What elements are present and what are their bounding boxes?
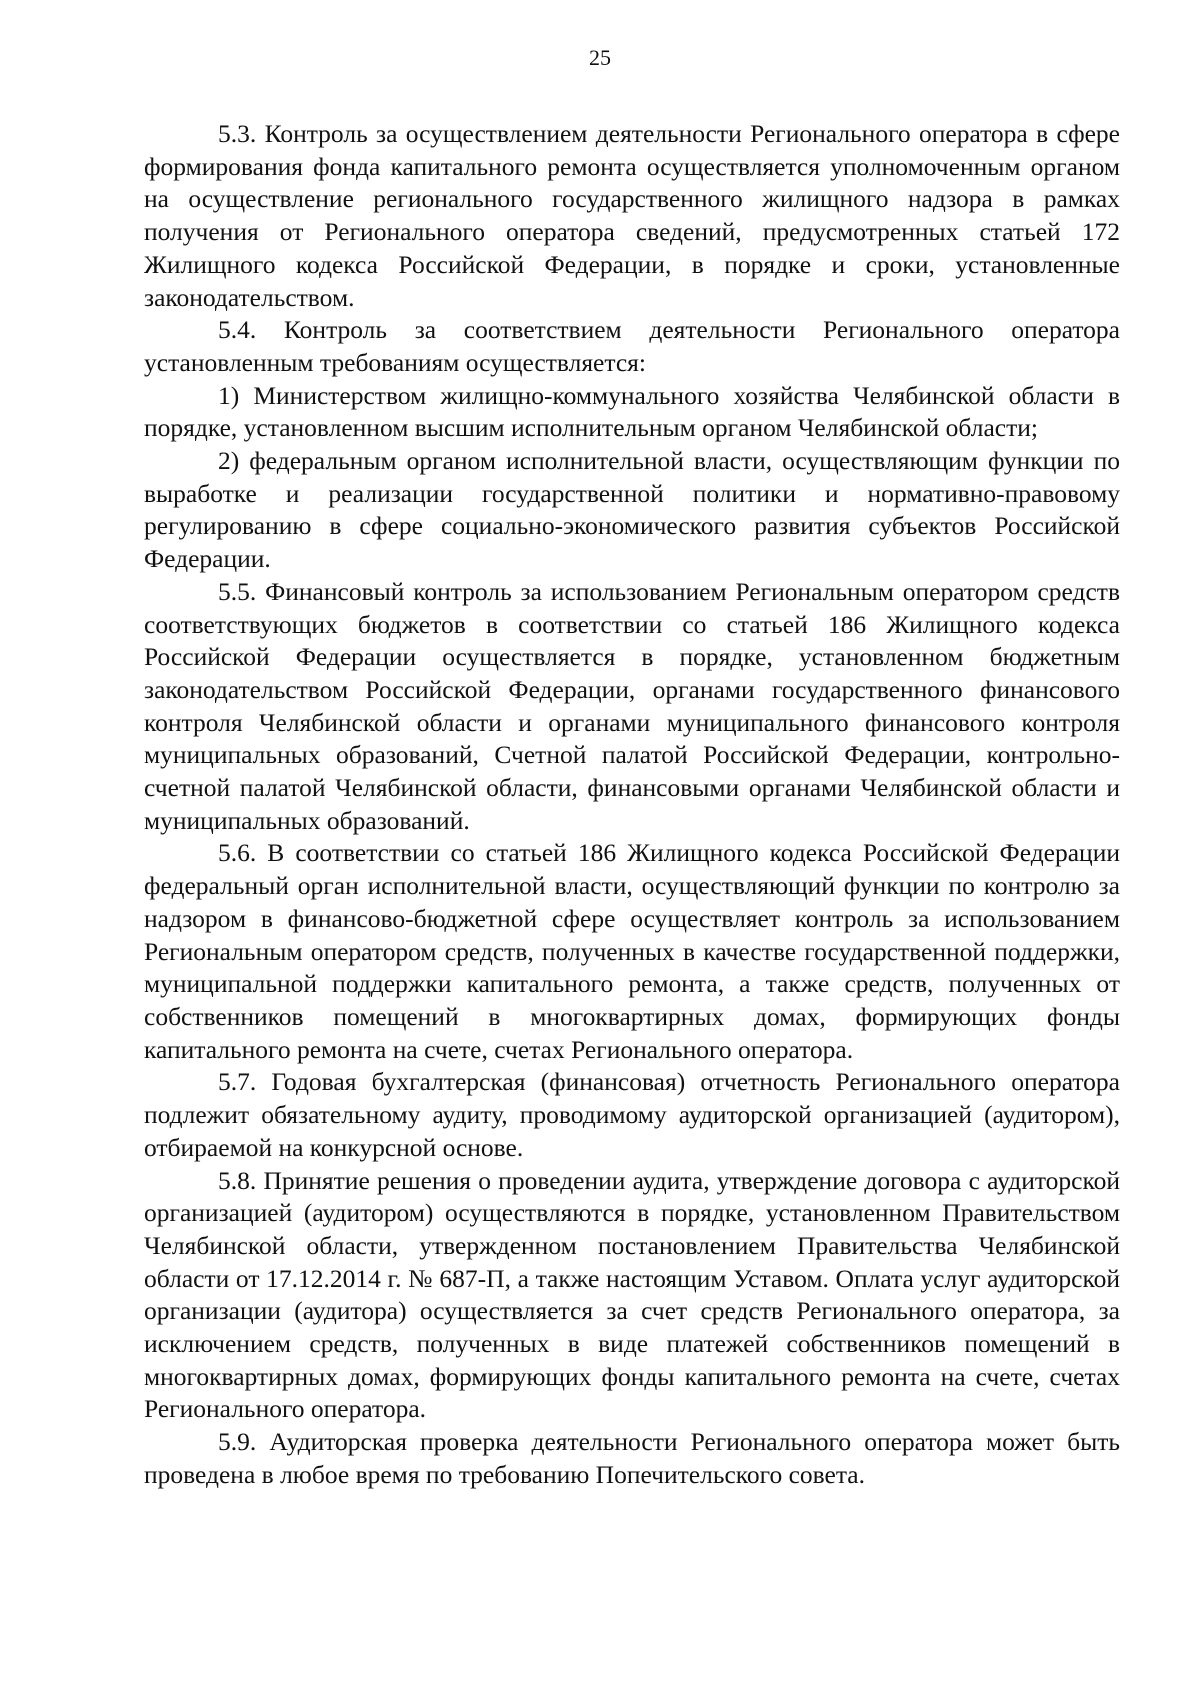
document-body bbox=[144, 118, 1120, 1492]
paragraph-5-3: 5.3. Контроль за осуществлением деятельности Регионального оператора в сфере формирования фонда капитального ремонта осуществляется уполномоченным органом на осуществление регионального государственного жилищного надзора в рамках получения от Регионального оператора сведений, предусмотренных статьей 172 Жилищного кодекса Российской Федерации, в порядке и сроки, установленные законодательством. bbox=[144, 119, 1120, 312]
paragraph-5-4-item-1: 1) Министерством жилищно-коммунального хозяйства Челябинской области в порядке, установленном высшим исполнительным органом Челябинской области; bbox=[144, 380, 1120, 443]
paragraph-5-4: 5.4. Контроль за соответствием деятельности Регионального оператора установленным требованиям осуществляется: bbox=[144, 315, 1120, 377]
page-number: 25 bbox=[589, 45, 611, 70]
paragraph-5-9: 5.9. Аудиторская проверка деятельности Регионального оператора может быть проведена в любое время по требованию Попечительского совета. bbox=[144, 1427, 1120, 1489]
paragraph-5-7: 5.7. Годовая бухгалтерская (финансовая) отчетность Регионального оператора подлежит обязательному аудиту, проводимому аудиторской организацией (аудитором), отбираемой на конкурсной основе. bbox=[144, 1067, 1120, 1162]
paragraph-5-6: 5.6. В соответствии со статьей 186 Жилищного кодекса Российской Федерации федеральный орган исполнительной власти, осуществляющий функции по контролю за надзором в финансово-бюджетной сфере осуществляет контроль за использованием Региональным оператором средств, полученных в качестве государственной поддержки, муниципальной поддержки капитального ремонта, а также средств, полученных от собственников помещений в многоквартирных домах, формирующих фонды капитального ремонта на счете, счетах Регионального оператора. bbox=[144, 838, 1120, 1064]
paragraph-5-4-item-2: 2) федеральным органом исполнительной власти, осуществляющим функции по выработке и реализации государственной политики и нормативно-правовому регулированию в сфере социально-экономического развития субъектов Российской Федерации. bbox=[144, 446, 1120, 574]
paragraph-5-8: 5.8. Принятие решения о проведении аудита, утверждение договора с аудиторской организацией (аудитором) осуществляются в порядке, установленном Правительством Челябинской области, утвержденном постановлением Правительства Челябинской области от 17.12.2014 г. № 687-П, а также настоящим Уставом. Оплата услуг аудиторской организации (аудитора) осуществляется за счет средств Регионального оператора, за исключением средств, полученных в виде платежей собственников помещений в многоквартирных домах, формирующих фонды капитального ремонта на счете, счетах Регионального оператора. bbox=[144, 1165, 1120, 1424]
paragraph-5-5: 5.5. Финансовый контроль за использованием Региональным оператором средств соответствующих бюджетов в соответствии со статьей 186 Жилищного кодекса Российской Федерации осуществляется в порядке, установленном бюджетным законодательством Российской Федерации, органами государственного финансового контроля Челябинской области и органами муниципального финансового контроля муниципальных образований, Счетной палатой Российской Федерации, контрольно-счетной палатой Челябинской области, финансовыми органами Челябинской области и муниципальных образований. bbox=[144, 576, 1120, 835]
